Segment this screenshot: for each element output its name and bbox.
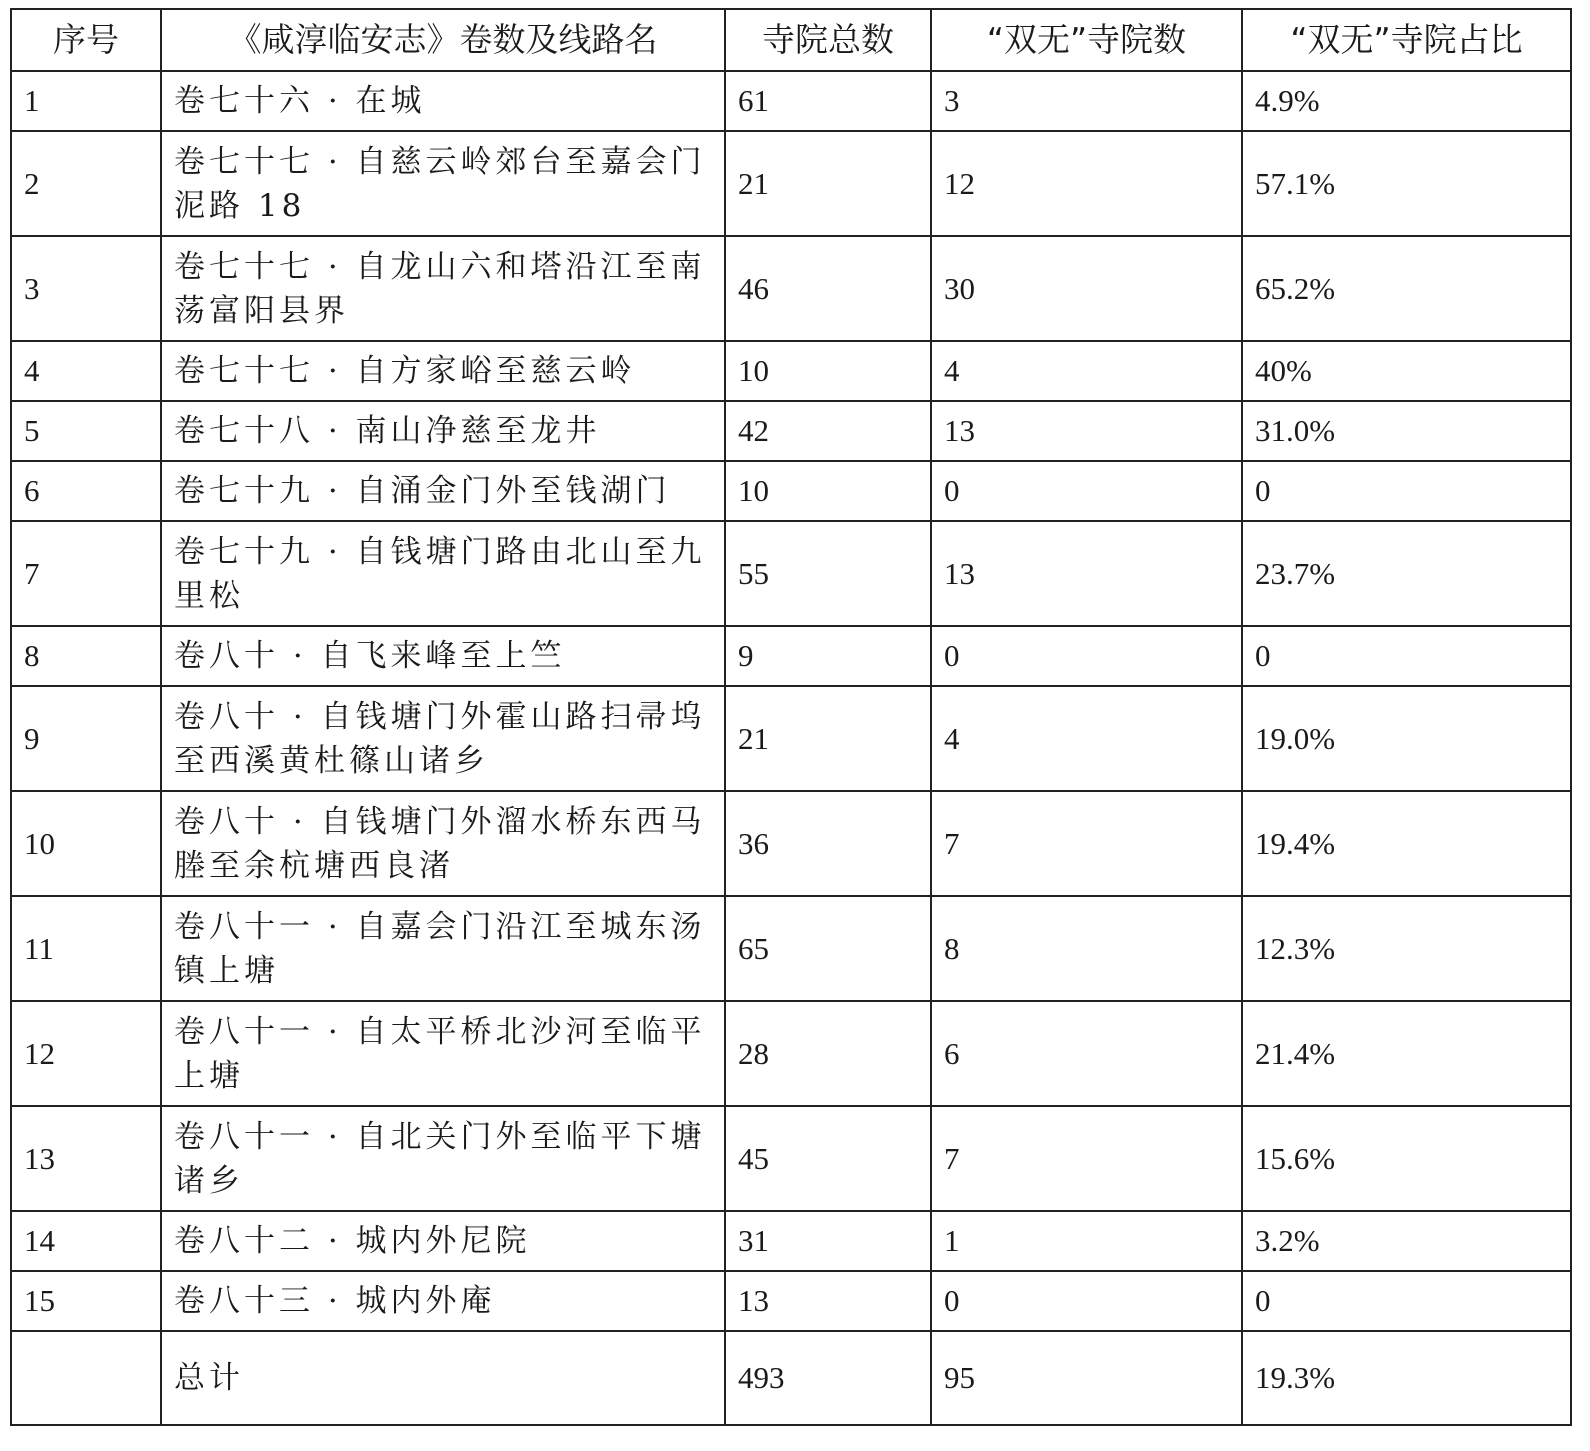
cell-shuangwu-count: 13 — [931, 521, 1242, 626]
header-shuangwu-ratio: “双无”寺院占比 — [1242, 9, 1571, 71]
cell-no: 2 — [11, 131, 161, 236]
cell-shuangwu-count: 4 — [931, 686, 1242, 791]
cell-shuangwu-count: 7 — [931, 1106, 1242, 1211]
total-shuangwu-ratio: 19.3% — [1242, 1331, 1571, 1425]
table-row — [11, 626, 1571, 686]
cell-shuangwu-ratio: 21.4% — [1242, 1001, 1571, 1106]
cell-shuangwu-count: 3 — [931, 71, 1242, 131]
header-no: 序号 — [11, 9, 161, 71]
cell-total: 31 — [725, 1211, 931, 1271]
cell-shuangwu-count: 8 — [931, 896, 1242, 1001]
temple-statistics-table — [10, 8, 1572, 1426]
cell-no: 15 — [11, 1271, 161, 1331]
cell-no: 1 — [11, 71, 161, 131]
table-row — [11, 1271, 1571, 1331]
cell-no: 4 — [11, 341, 161, 401]
cell-shuangwu-count: 1 — [931, 1211, 1242, 1271]
table-row — [11, 401, 1571, 461]
cell-shuangwu-count: 6 — [931, 1001, 1242, 1106]
cell-shuangwu-ratio: 23.7% — [1242, 521, 1571, 626]
cell-total: 13 — [725, 1271, 931, 1331]
total-shuangwu-count: 95 — [931, 1331, 1242, 1425]
table-row — [11, 521, 1571, 626]
cell-no: 7 — [11, 521, 161, 626]
cell-shuangwu-ratio: 19.0% — [1242, 686, 1571, 791]
cell-no: 13 — [11, 1106, 161, 1211]
cell-shuangwu-ratio: 19.4% — [1242, 791, 1571, 896]
cell-shuangwu-count: 12 — [931, 131, 1242, 236]
cell-total: 28 — [725, 1001, 931, 1106]
table-row — [11, 236, 1571, 341]
cell-route: 卷七十七 · 自慈云岭郊台至嘉会门泥路 18 — [161, 131, 725, 236]
cell-route: 卷八十三 · 城内外庵 — [161, 1271, 725, 1331]
cell-total: 46 — [725, 236, 931, 341]
table-row — [11, 461, 1571, 521]
cell-shuangwu-count: 13 — [931, 401, 1242, 461]
cell-route: 卷八十 · 自钱塘门外溜水桥东西马塍至余杭塘西良渚 — [161, 791, 725, 896]
table-row — [11, 1211, 1571, 1271]
cell-no: 5 — [11, 401, 161, 461]
cell-no: 11 — [11, 896, 161, 1001]
cell-route: 卷七十九 · 自涌金门外至钱湖门 — [161, 461, 725, 521]
cell-total: 36 — [725, 791, 931, 896]
table-row — [11, 131, 1571, 236]
cell-shuangwu-ratio: 65.2% — [1242, 236, 1571, 341]
cell-no: 12 — [11, 1001, 161, 1106]
cell-total: 10 — [725, 461, 931, 521]
cell-shuangwu-ratio: 3.2% — [1242, 1211, 1571, 1271]
cell-shuangwu-ratio: 0 — [1242, 1271, 1571, 1331]
header-total: 寺院总数 — [725, 9, 931, 71]
table-row — [11, 341, 1571, 401]
cell-shuangwu-ratio: 0 — [1242, 626, 1571, 686]
cell-route: 卷八十一 · 自嘉会门沿江至城东汤镇上塘 — [161, 896, 725, 1001]
cell-route: 卷八十 · 自飞来峰至上竺 — [161, 626, 725, 686]
cell-shuangwu-count: 7 — [931, 791, 1242, 896]
table-row — [11, 686, 1571, 791]
cell-route: 卷七十六 · 在城 — [161, 71, 725, 131]
cell-no: 6 — [11, 461, 161, 521]
total-label: 总计 — [161, 1331, 725, 1425]
cell-route: 卷八十一 · 自太平桥北沙河至临平上塘 — [161, 1001, 725, 1106]
cell-no: 9 — [11, 686, 161, 791]
cell-shuangwu-ratio: 57.1% — [1242, 131, 1571, 236]
table-row — [11, 791, 1571, 896]
cell-route: 卷七十八 · 南山净慈至龙井 — [161, 401, 725, 461]
cell-no: 10 — [11, 791, 161, 896]
cell-route: 卷七十九 · 自钱塘门路由北山至九里松 — [161, 521, 725, 626]
cell-shuangwu-count: 4 — [931, 341, 1242, 401]
cell-total: 65 — [725, 896, 931, 1001]
cell-total: 45 — [725, 1106, 931, 1211]
header-shuangwu-count: “双无”寺院数 — [931, 9, 1242, 71]
cell-shuangwu-ratio: 4.9% — [1242, 71, 1571, 131]
cell-route: 卷八十 · 自钱塘门外霍山路扫帚坞至西溪黄杜篠山诸乡 — [161, 686, 725, 791]
cell-total: 61 — [725, 71, 931, 131]
cell-shuangwu-ratio: 0 — [1242, 461, 1571, 521]
total-row — [11, 1331, 1571, 1425]
table-row — [11, 1106, 1571, 1211]
cell-shuangwu-count: 0 — [931, 1271, 1242, 1331]
cell-route: 卷七十七 · 自龙山六和塔沿江至南荡富阳县界 — [161, 236, 725, 341]
cell-shuangwu-ratio: 31.0% — [1242, 401, 1571, 461]
cell-no: 3 — [11, 236, 161, 341]
cell-no: 8 — [11, 626, 161, 686]
cell-total: 21 — [725, 131, 931, 236]
cell-no: 14 — [11, 1211, 161, 1271]
table-row — [11, 71, 1571, 131]
cell-total: 42 — [725, 401, 931, 461]
cell-route: 卷七十七 · 自方家峪至慈云岭 — [161, 341, 725, 401]
cell-total: 9 — [725, 626, 931, 686]
table-row — [11, 1001, 1571, 1106]
total-temples: 493 — [725, 1331, 931, 1425]
cell-total: 55 — [725, 521, 931, 626]
table-row — [11, 896, 1571, 1001]
cell-no — [11, 1331, 161, 1425]
cell-total: 10 — [725, 341, 931, 401]
cell-total: 21 — [725, 686, 931, 791]
table-container — [10, 8, 1572, 1426]
cell-shuangwu-ratio: 40% — [1242, 341, 1571, 401]
header-route: 《咸淳临安志》卷数及线路名 — [161, 9, 725, 71]
header-row — [11, 9, 1571, 71]
cell-shuangwu-ratio: 12.3% — [1242, 896, 1571, 1001]
cell-route: 卷八十二 · 城内外尼院 — [161, 1211, 725, 1271]
cell-shuangwu-count: 30 — [931, 236, 1242, 341]
cell-shuangwu-count: 0 — [931, 461, 1242, 521]
cell-shuangwu-count: 0 — [931, 626, 1242, 686]
cell-route: 卷八十一 · 自北关门外至临平下塘诸乡 — [161, 1106, 725, 1211]
cell-shuangwu-ratio: 15.6% — [1242, 1106, 1571, 1211]
